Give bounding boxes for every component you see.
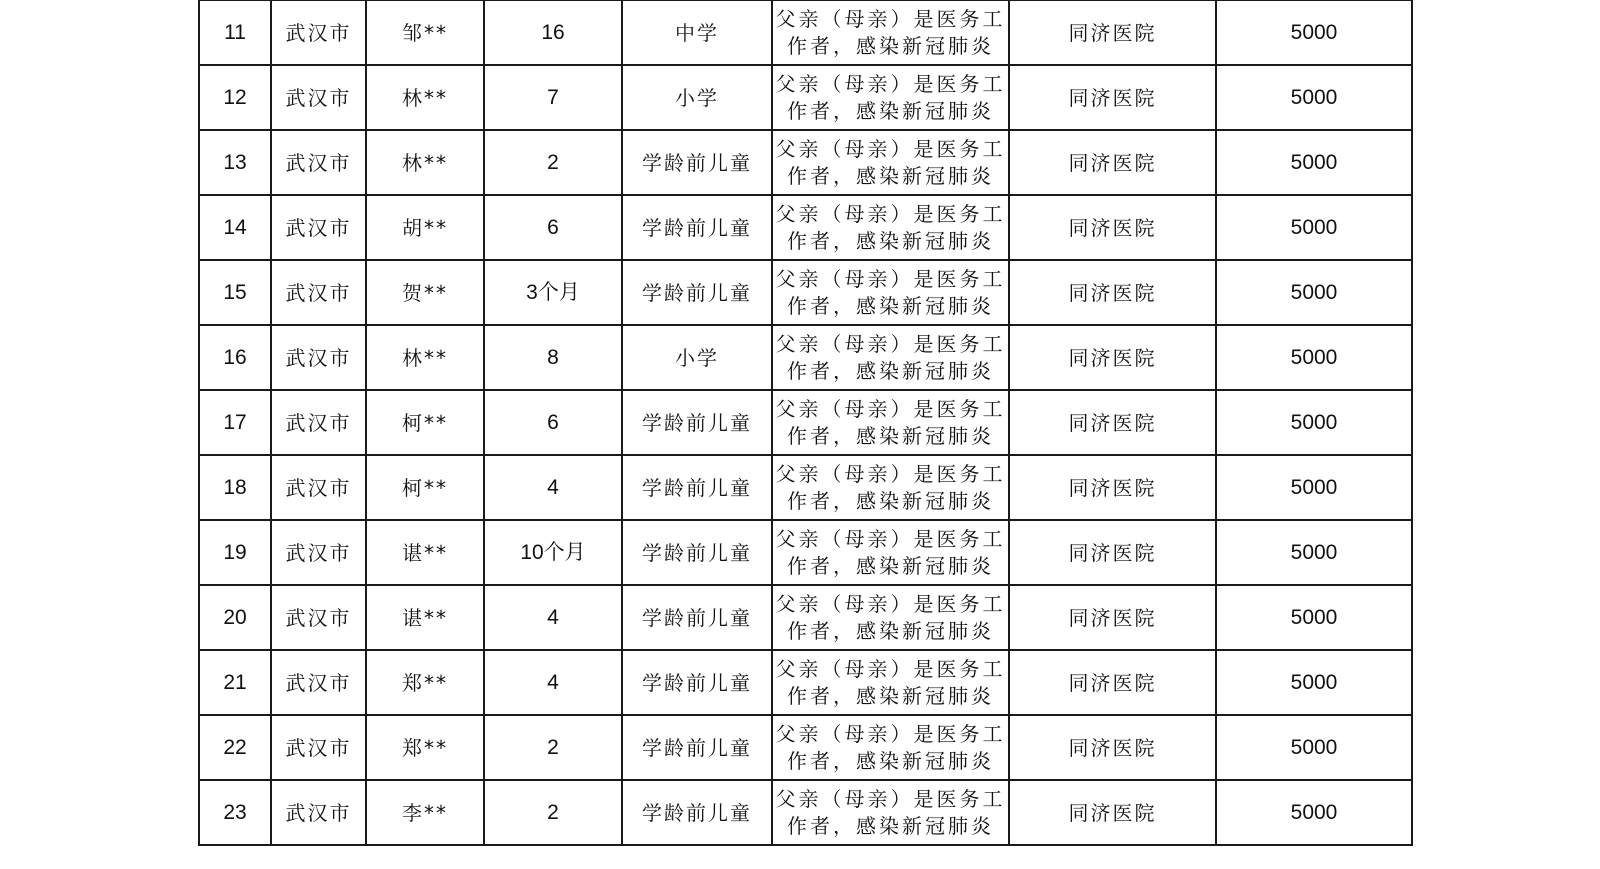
cell-amount: 5000: [1216, 650, 1412, 715]
table-row: [199, 455, 1412, 520]
cell-reason: 父亲（母亲）是医务工作者，感染新冠肺炎: [772, 195, 1009, 260]
table-row: [199, 780, 1412, 845]
cell-city: 武汉市: [271, 780, 366, 845]
cell-age: 4: [484, 455, 622, 520]
table-row: [199, 650, 1412, 715]
cell-hospital: 同济医院: [1009, 0, 1216, 65]
cell-school-stage: 学龄前儿童: [622, 195, 772, 260]
cell-school-stage: 小学: [622, 65, 772, 130]
cell-city: 武汉市: [271, 585, 366, 650]
cell-city: 武汉市: [271, 260, 366, 325]
cell-amount: 5000: [1216, 65, 1412, 130]
cell-serial-number: 12: [199, 65, 271, 130]
cell-hospital: 同济医院: [1009, 325, 1216, 390]
cell-child-name: 柯**: [366, 390, 484, 455]
cell-hospital: 同济医院: [1009, 65, 1216, 130]
cell-city: 武汉市: [271, 715, 366, 780]
table-row: [199, 130, 1412, 195]
cell-city: 武汉市: [271, 130, 366, 195]
cell-age: 2: [484, 130, 622, 195]
cell-child-name: 柯**: [366, 455, 484, 520]
cell-amount: 5000: [1216, 130, 1412, 195]
cell-school-stage: 学龄前儿童: [622, 520, 772, 585]
table-row: [199, 195, 1412, 260]
cell-city: 武汉市: [271, 0, 366, 65]
cell-city: 武汉市: [271, 390, 366, 455]
cell-child-name: 谌**: [366, 520, 484, 585]
cell-reason: 父亲（母亲）是医务工作者，感染新冠肺炎: [772, 260, 1009, 325]
cell-hospital: 同济医院: [1009, 455, 1216, 520]
cell-serial-number: 17: [199, 390, 271, 455]
cell-city: 武汉市: [271, 455, 366, 520]
cell-school-stage: 学龄前儿童: [622, 650, 772, 715]
table-row: [199, 715, 1412, 780]
cell-hospital: 同济医院: [1009, 260, 1216, 325]
cell-child-name: 郑**: [366, 715, 484, 780]
cell-school-stage: 小学: [622, 325, 772, 390]
cell-serial-number: 14: [199, 195, 271, 260]
cell-age: 3个月: [484, 260, 622, 325]
table-row: [199, 0, 1412, 65]
cell-amount: 5000: [1216, 715, 1412, 780]
cell-amount: 5000: [1216, 455, 1412, 520]
cell-serial-number: 16: [199, 325, 271, 390]
cell-age: 2: [484, 715, 622, 780]
cell-reason: 父亲（母亲）是医务工作者，感染新冠肺炎: [772, 0, 1009, 65]
cell-amount: 5000: [1216, 780, 1412, 845]
cell-hospital: 同济医院: [1009, 195, 1216, 260]
cell-city: 武汉市: [271, 195, 366, 260]
cell-reason: 父亲（母亲）是医务工作者，感染新冠肺炎: [772, 650, 1009, 715]
cell-reason: 父亲（母亲）是医务工作者，感染新冠肺炎: [772, 455, 1009, 520]
cell-age: 8: [484, 325, 622, 390]
cell-school-stage: 学龄前儿童: [622, 260, 772, 325]
cell-serial-number: 20: [199, 585, 271, 650]
table-row: [199, 325, 1412, 390]
cell-serial-number: 21: [199, 650, 271, 715]
cell-reason: 父亲（母亲）是医务工作者，感染新冠肺炎: [772, 390, 1009, 455]
cell-reason: 父亲（母亲）是医务工作者，感染新冠肺炎: [772, 715, 1009, 780]
cell-child-name: 贺**: [366, 260, 484, 325]
cell-age: 4: [484, 650, 622, 715]
cell-serial-number: 19: [199, 520, 271, 585]
cell-age: 2: [484, 780, 622, 845]
cell-age: 6: [484, 195, 622, 260]
cell-city: 武汉市: [271, 325, 366, 390]
cell-amount: 5000: [1216, 195, 1412, 260]
cell-serial-number: 15: [199, 260, 271, 325]
cell-hospital: 同济医院: [1009, 390, 1216, 455]
cell-child-name: 李**: [366, 780, 484, 845]
cell-hospital: 同济医院: [1009, 520, 1216, 585]
cell-age: 16: [484, 0, 622, 65]
cell-child-name: 胡**: [366, 195, 484, 260]
table-row: [199, 65, 1412, 130]
cell-hospital: 同济医院: [1009, 130, 1216, 195]
cell-age: 10个月: [484, 520, 622, 585]
cell-serial-number: 18: [199, 455, 271, 520]
cell-child-name: 林**: [366, 65, 484, 130]
cell-city: 武汉市: [271, 650, 366, 715]
cell-hospital: 同济医院: [1009, 585, 1216, 650]
cell-reason: 父亲（母亲）是医务工作者，感染新冠肺炎: [772, 65, 1009, 130]
cell-age: 4: [484, 585, 622, 650]
cell-amount: 5000: [1216, 0, 1412, 65]
table-row: [199, 260, 1412, 325]
cell-child-name: 林**: [366, 130, 484, 195]
cell-child-name: 谌**: [366, 585, 484, 650]
recipient-table: [198, 0, 1413, 846]
cell-school-stage: 学龄前儿童: [622, 715, 772, 780]
cell-reason: 父亲（母亲）是医务工作者，感染新冠肺炎: [772, 325, 1009, 390]
cell-city: 武汉市: [271, 65, 366, 130]
cell-child-name: 郑**: [366, 650, 484, 715]
cell-amount: 5000: [1216, 585, 1412, 650]
cell-age: 6: [484, 390, 622, 455]
document-table-page: [198, 0, 1411, 846]
cell-school-stage: 中学: [622, 0, 772, 65]
cell-school-stage: 学龄前儿童: [622, 390, 772, 455]
cell-reason: 父亲（母亲）是医务工作者，感染新冠肺炎: [772, 780, 1009, 845]
cell-school-stage: 学龄前儿童: [622, 780, 772, 845]
cell-serial-number: 13: [199, 130, 271, 195]
cell-hospital: 同济医院: [1009, 780, 1216, 845]
cell-school-stage: 学龄前儿童: [622, 585, 772, 650]
cell-serial-number: 23: [199, 780, 271, 845]
cell-reason: 父亲（母亲）是医务工作者，感染新冠肺炎: [772, 585, 1009, 650]
table-row: [199, 390, 1412, 455]
cell-amount: 5000: [1216, 520, 1412, 585]
cell-child-name: 邹**: [366, 0, 484, 65]
cell-city: 武汉市: [271, 520, 366, 585]
table-row: [199, 585, 1412, 650]
cell-child-name: 林**: [366, 325, 484, 390]
cell-amount: 5000: [1216, 260, 1412, 325]
cell-serial-number: 11: [199, 0, 271, 65]
table-body: [199, 0, 1412, 845]
cell-hospital: 同济医院: [1009, 650, 1216, 715]
cell-amount: 5000: [1216, 325, 1412, 390]
cell-age: 7: [484, 65, 622, 130]
cell-school-stage: 学龄前儿童: [622, 130, 772, 195]
cell-school-stage: 学龄前儿童: [622, 455, 772, 520]
cell-hospital: 同济医院: [1009, 715, 1216, 780]
cell-serial-number: 22: [199, 715, 271, 780]
table-row: [199, 520, 1412, 585]
cell-amount: 5000: [1216, 390, 1412, 455]
cell-reason: 父亲（母亲）是医务工作者，感染新冠肺炎: [772, 520, 1009, 585]
cell-reason: 父亲（母亲）是医务工作者，感染新冠肺炎: [772, 130, 1009, 195]
